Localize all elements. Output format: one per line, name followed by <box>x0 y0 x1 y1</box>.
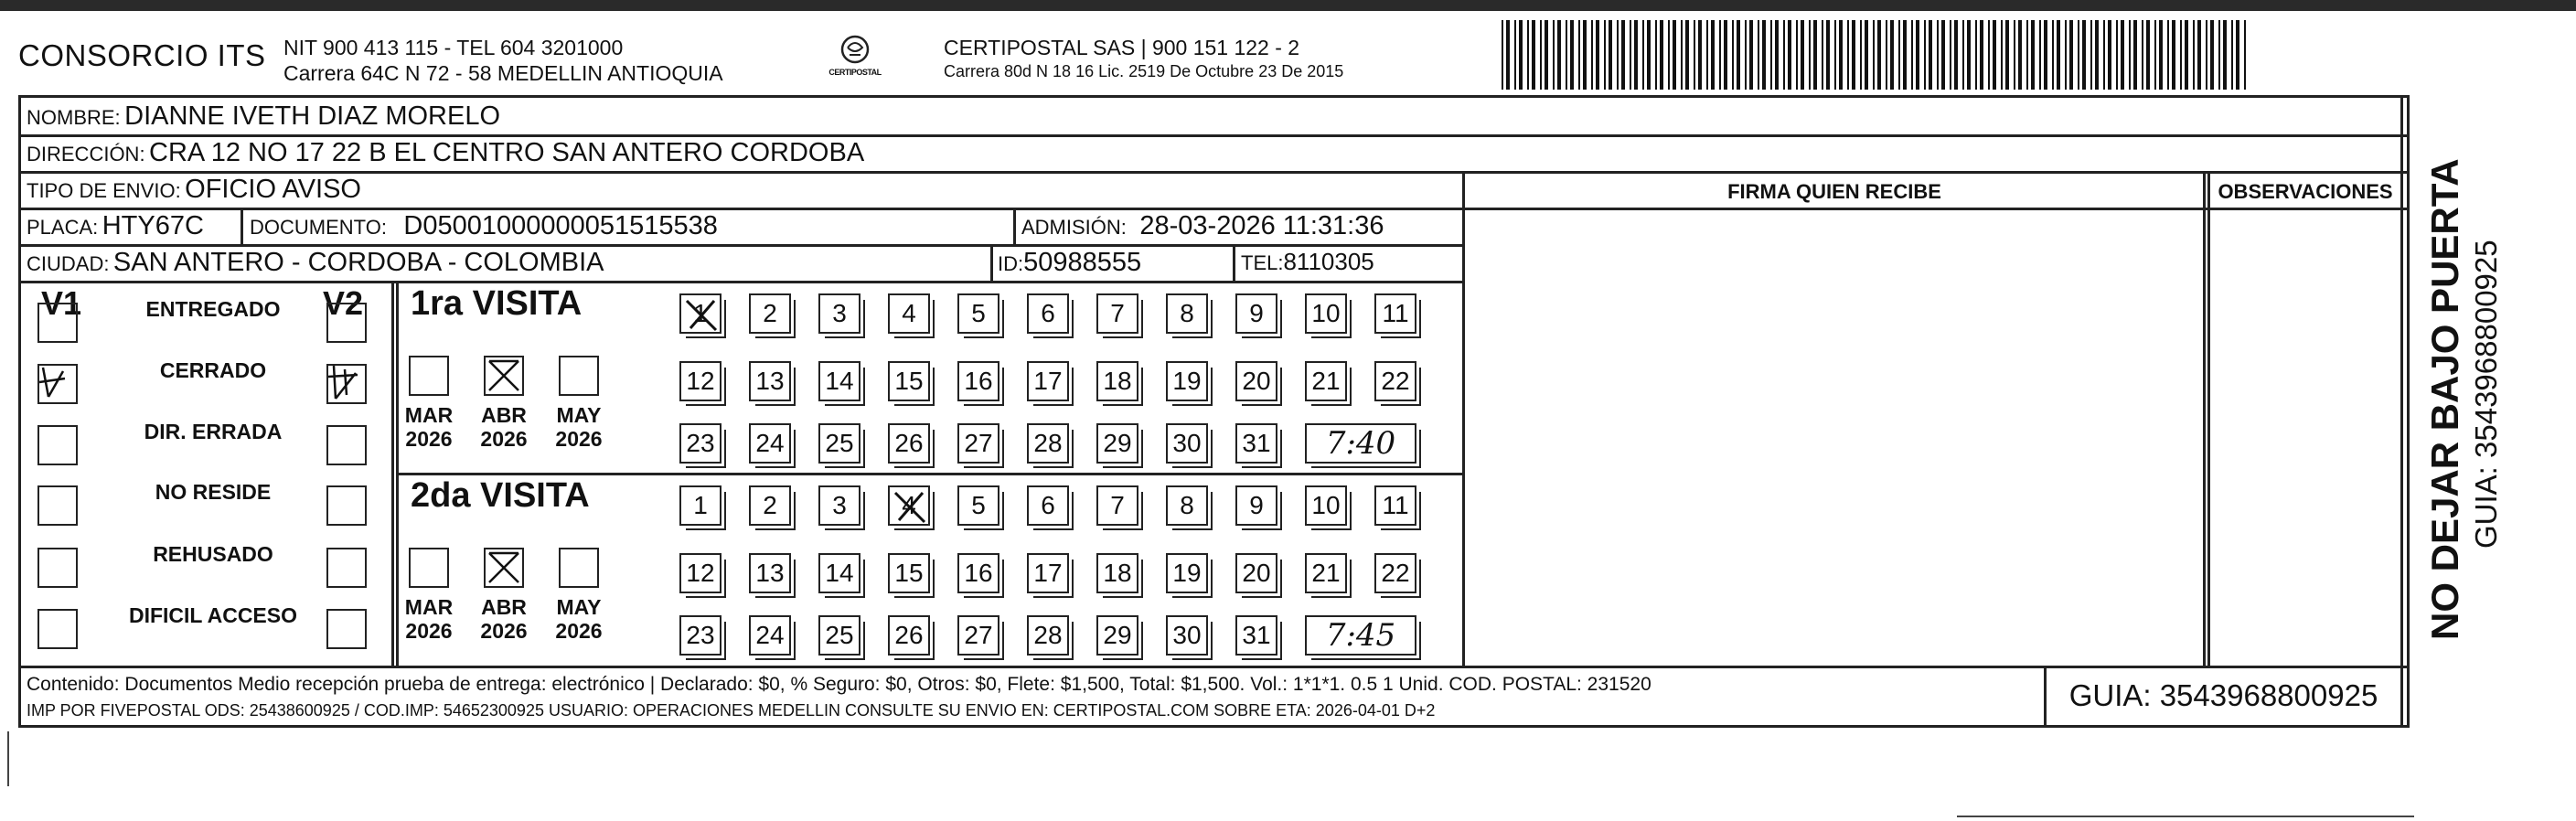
documento-label: DOCUMENTO: <box>250 216 387 239</box>
company-nit-line: NIT 900 413 115 - TEL 604 3201000 <box>283 36 624 59</box>
visit-title: 2da VISITA <box>411 476 590 515</box>
day-box[interactable]: 6 <box>1027 293 1069 334</box>
day-box[interactable]: 27 <box>957 615 999 656</box>
day-box[interactable]: 1 <box>679 485 721 526</box>
nombre-row <box>27 101 500 132</box>
visit-title: 1ra VISITA <box>411 284 583 323</box>
nombre-label: NOMBRE: <box>27 106 121 129</box>
month-checkbox[interactable] <box>409 548 449 588</box>
day-box[interactable]: 23 <box>679 615 721 656</box>
day-box[interactable]: 3 <box>818 293 860 334</box>
status-label: DIR. ERRADA <box>144 420 283 443</box>
day-box[interactable]: 24 <box>749 615 791 656</box>
day-box[interactable]: 2 <box>749 293 791 334</box>
day-box[interactable]: 9 <box>1235 485 1277 526</box>
side-guia: GUIA: 3543968800925 <box>2469 240 2503 549</box>
day-box[interactable]: 1 <box>679 293 721 334</box>
day-box[interactable]: 22 <box>1374 361 1416 401</box>
top-edge-bar <box>0 0 2576 11</box>
side-warning: NO DEJAR BAJO PUERTA <box>2423 158 2466 640</box>
month-checkbox[interactable] <box>559 548 599 588</box>
v1-checkbox[interactable] <box>37 609 78 649</box>
v1-header: V1 <box>41 284 82 322</box>
v2-checkbox[interactable] <box>326 548 367 588</box>
company-info <box>283 35 723 86</box>
barcode <box>1500 20 2250 90</box>
month-label: MAR 2026 <box>404 595 454 643</box>
v2-checkbox[interactable] <box>326 303 367 343</box>
status-label: REHUSADO <box>153 542 273 566</box>
day-box[interactable]: 3 <box>818 485 860 526</box>
day-box[interactable]: 4 <box>888 485 930 526</box>
day-box[interactable]: 12 <box>679 361 721 401</box>
certipostal-logo <box>818 31 892 86</box>
day-box[interactable]: 13 <box>749 361 791 401</box>
day-box[interactable]: 27 <box>957 423 999 464</box>
month-label: MAY 2026 <box>555 403 603 451</box>
direccion-row <box>27 138 864 168</box>
status-label: ENTREGADO <box>145 297 281 321</box>
ciudad-row <box>27 248 604 278</box>
month-label: ABR 2026 <box>480 403 528 451</box>
v2-checkbox[interactable] <box>326 485 367 526</box>
day-box[interactable]: 25 <box>818 615 860 656</box>
id-value: 50988555 <box>1023 248 1142 277</box>
day-box[interactable]: 13 <box>749 553 791 593</box>
day-box[interactable]: 15 <box>888 553 930 593</box>
footer-content-line: Contenido: Documentos Medio recepción prueba de entrega: electrónico | Declarado: $0, % Seguro: $0, Otros: $0, Flete: $1,500, Total: $1,500. Vol.: 1*1*1. 0.5 1 Unid. COD. POSTAL: 231520 <box>27 674 1651 695</box>
status-label: CERRADO <box>159 358 267 382</box>
month-checkbox[interactable] <box>409 356 449 396</box>
day-box[interactable]: 29 <box>1096 615 1138 656</box>
tipo-label: TIPO DE ENVIO: <box>27 179 181 202</box>
v1-checkbox[interactable] <box>37 485 78 526</box>
day-box[interactable]: 14 <box>818 553 860 593</box>
day-box[interactable]: 28 <box>1027 615 1069 656</box>
carrier-address-line: Carrera 80d N 18 16 Lic. 2519 De Octubre 23 De 2015 <box>944 62 1344 80</box>
day-box[interactable]: 16 <box>957 361 999 401</box>
day-box[interactable]: 7 <box>1096 293 1138 334</box>
footer-print-line: IMP POR FIVEPOSTAL ODS: 25438600925 / COD.IMP: 54652300925 USUARIO: OPERACIONES MEDELLIN CONSULTE SU ENVIO EN: CERTIPOSTAL.COM SOBRE ETA: 2026-04-01 D+2 <box>27 701 1436 720</box>
tel-row <box>1241 248 1374 276</box>
admision-label: ADMISIÓN: <box>1021 216 1127 239</box>
day-box[interactable]: 29 <box>1096 423 1138 464</box>
tipo-row <box>27 175 361 205</box>
tipo-value: OFICIO AVISO <box>185 175 361 204</box>
status-label: NO RESIDE <box>155 480 272 504</box>
day-box[interactable]: 23 <box>679 423 721 464</box>
delivery-form <box>18 95 2410 728</box>
day-box[interactable]: 20 <box>1235 553 1277 593</box>
documento-value: D05001000000051515538 <box>403 211 718 240</box>
day-box[interactable]: 19 <box>1166 361 1208 401</box>
day-box[interactable]: 8 <box>1166 485 1208 526</box>
placa-row <box>27 211 204 241</box>
day-box[interactable]: 30 <box>1166 423 1208 464</box>
month-label: MAR 2026 <box>404 403 454 451</box>
v2-checkbox[interactable] <box>326 609 367 649</box>
placa-value: HTY67C <box>102 211 204 240</box>
handwritten-time: 7:40 <box>1305 423 1416 464</box>
day-box[interactable]: 24 <box>749 423 791 464</box>
handwritten-time: 7:45 <box>1305 615 1416 656</box>
day-box[interactable]: 25 <box>818 423 860 464</box>
carrier-name-line: CERTIPOSTAL SAS | 900 151 122 - 2 <box>944 36 1300 59</box>
left-edge-mark <box>7 731 9 786</box>
bottom-edge-mark <box>1957 816 2414 817</box>
admision-row <box>1021 211 1384 241</box>
status-label: DIFICIL ACCESO <box>128 603 297 627</box>
month-checkbox[interactable] <box>559 356 599 396</box>
id-label: ID: <box>998 252 1024 275</box>
day-box[interactable]: 5 <box>957 293 999 334</box>
company-name: CONSORCIO ITS <box>18 38 266 72</box>
v2-header: V2 <box>323 284 364 322</box>
day-box[interactable]: 16 <box>957 553 999 593</box>
day-box[interactable]: 12 <box>679 553 721 593</box>
day-box[interactable]: 17 <box>1027 361 1069 401</box>
day-box[interactable]: 10 <box>1305 293 1347 334</box>
direccion-label: DIRECCIÓN: <box>27 143 145 165</box>
day-box[interactable]: 6 <box>1027 485 1069 526</box>
v1-checkbox[interactable] <box>37 425 78 465</box>
v2-checkbox[interactable] <box>326 425 367 465</box>
ciudad-label: CIUDAD: <box>27 252 110 275</box>
day-box[interactable]: 19 <box>1166 553 1208 593</box>
day-box[interactable]: 18 <box>1096 553 1138 593</box>
day-box[interactable]: 26 <box>888 423 930 464</box>
admision-value: 28-03-2026 11:31:36 <box>1139 211 1384 240</box>
day-box[interactable]: 22 <box>1374 553 1416 593</box>
day-box[interactable]: 17 <box>1027 553 1069 593</box>
ciudad-value: SAN ANTERO - CORDOBA - COLOMBIA <box>112 248 604 277</box>
day-box[interactable]: 10 <box>1305 485 1347 526</box>
v2-checkbox[interactable] <box>326 364 367 404</box>
day-box[interactable]: 21 <box>1305 361 1347 401</box>
day-box[interactable]: 7 <box>1096 485 1138 526</box>
month-label: ABR 2026 <box>480 595 528 643</box>
carrier-info <box>944 35 1343 82</box>
month-label: MAY 2026 <box>555 595 603 643</box>
day-box[interactable]: 14 <box>818 361 860 401</box>
month-checkbox[interactable] <box>484 356 524 396</box>
day-box[interactable]: 11 <box>1374 485 1416 526</box>
day-box[interactable]: 9 <box>1235 293 1277 334</box>
day-box[interactable]: 11 <box>1374 293 1416 334</box>
direccion-value: CRA 12 NO 17 22 B EL CENTRO SAN ANTERO CORDOBA <box>149 138 865 167</box>
tel-value: 8110305 <box>1283 248 1374 275</box>
documento-row <box>250 211 718 241</box>
day-box[interactable]: 5 <box>957 485 999 526</box>
day-box[interactable]: 18 <box>1096 361 1138 401</box>
day-box[interactable]: 2 <box>749 485 791 526</box>
day-box[interactable]: 31 <box>1235 615 1277 656</box>
day-box[interactable]: 8 <box>1166 293 1208 334</box>
v1-checkbox[interactable] <box>37 364 78 404</box>
day-box[interactable]: 4 <box>888 293 930 334</box>
day-box[interactable]: 21 <box>1305 553 1347 593</box>
company-address-line: Carrera 64C N 72 - 58 MEDELLIN ANTIOQUIA <box>283 61 723 85</box>
nombre-value: DIANNE IVETH DIAZ MORELO <box>124 101 501 131</box>
tel-label: TEL: <box>1241 251 1284 274</box>
footer-guia: GUIA: 3543968800925 <box>2068 678 2378 712</box>
id-row <box>998 248 1141 278</box>
day-box[interactable]: 20 <box>1235 361 1277 401</box>
day-box[interactable]: 28 <box>1027 423 1069 464</box>
day-box[interactable]: 26 <box>888 615 930 656</box>
v1-checkbox[interactable] <box>37 303 78 343</box>
logo-text: CERTIPOSTAL <box>828 68 882 77</box>
day-box[interactable]: 31 <box>1235 423 1277 464</box>
v1-checkbox[interactable] <box>37 548 78 588</box>
month-checkbox[interactable] <box>484 548 524 588</box>
day-box[interactable]: 15 <box>888 361 930 401</box>
firma-header: FIRMA QUIEN RECIBE <box>1727 180 1941 203</box>
placa-label: PLACA: <box>27 216 99 239</box>
day-box[interactable]: 30 <box>1166 615 1208 656</box>
observaciones-header: OBSERVACIONES <box>2218 180 2393 203</box>
